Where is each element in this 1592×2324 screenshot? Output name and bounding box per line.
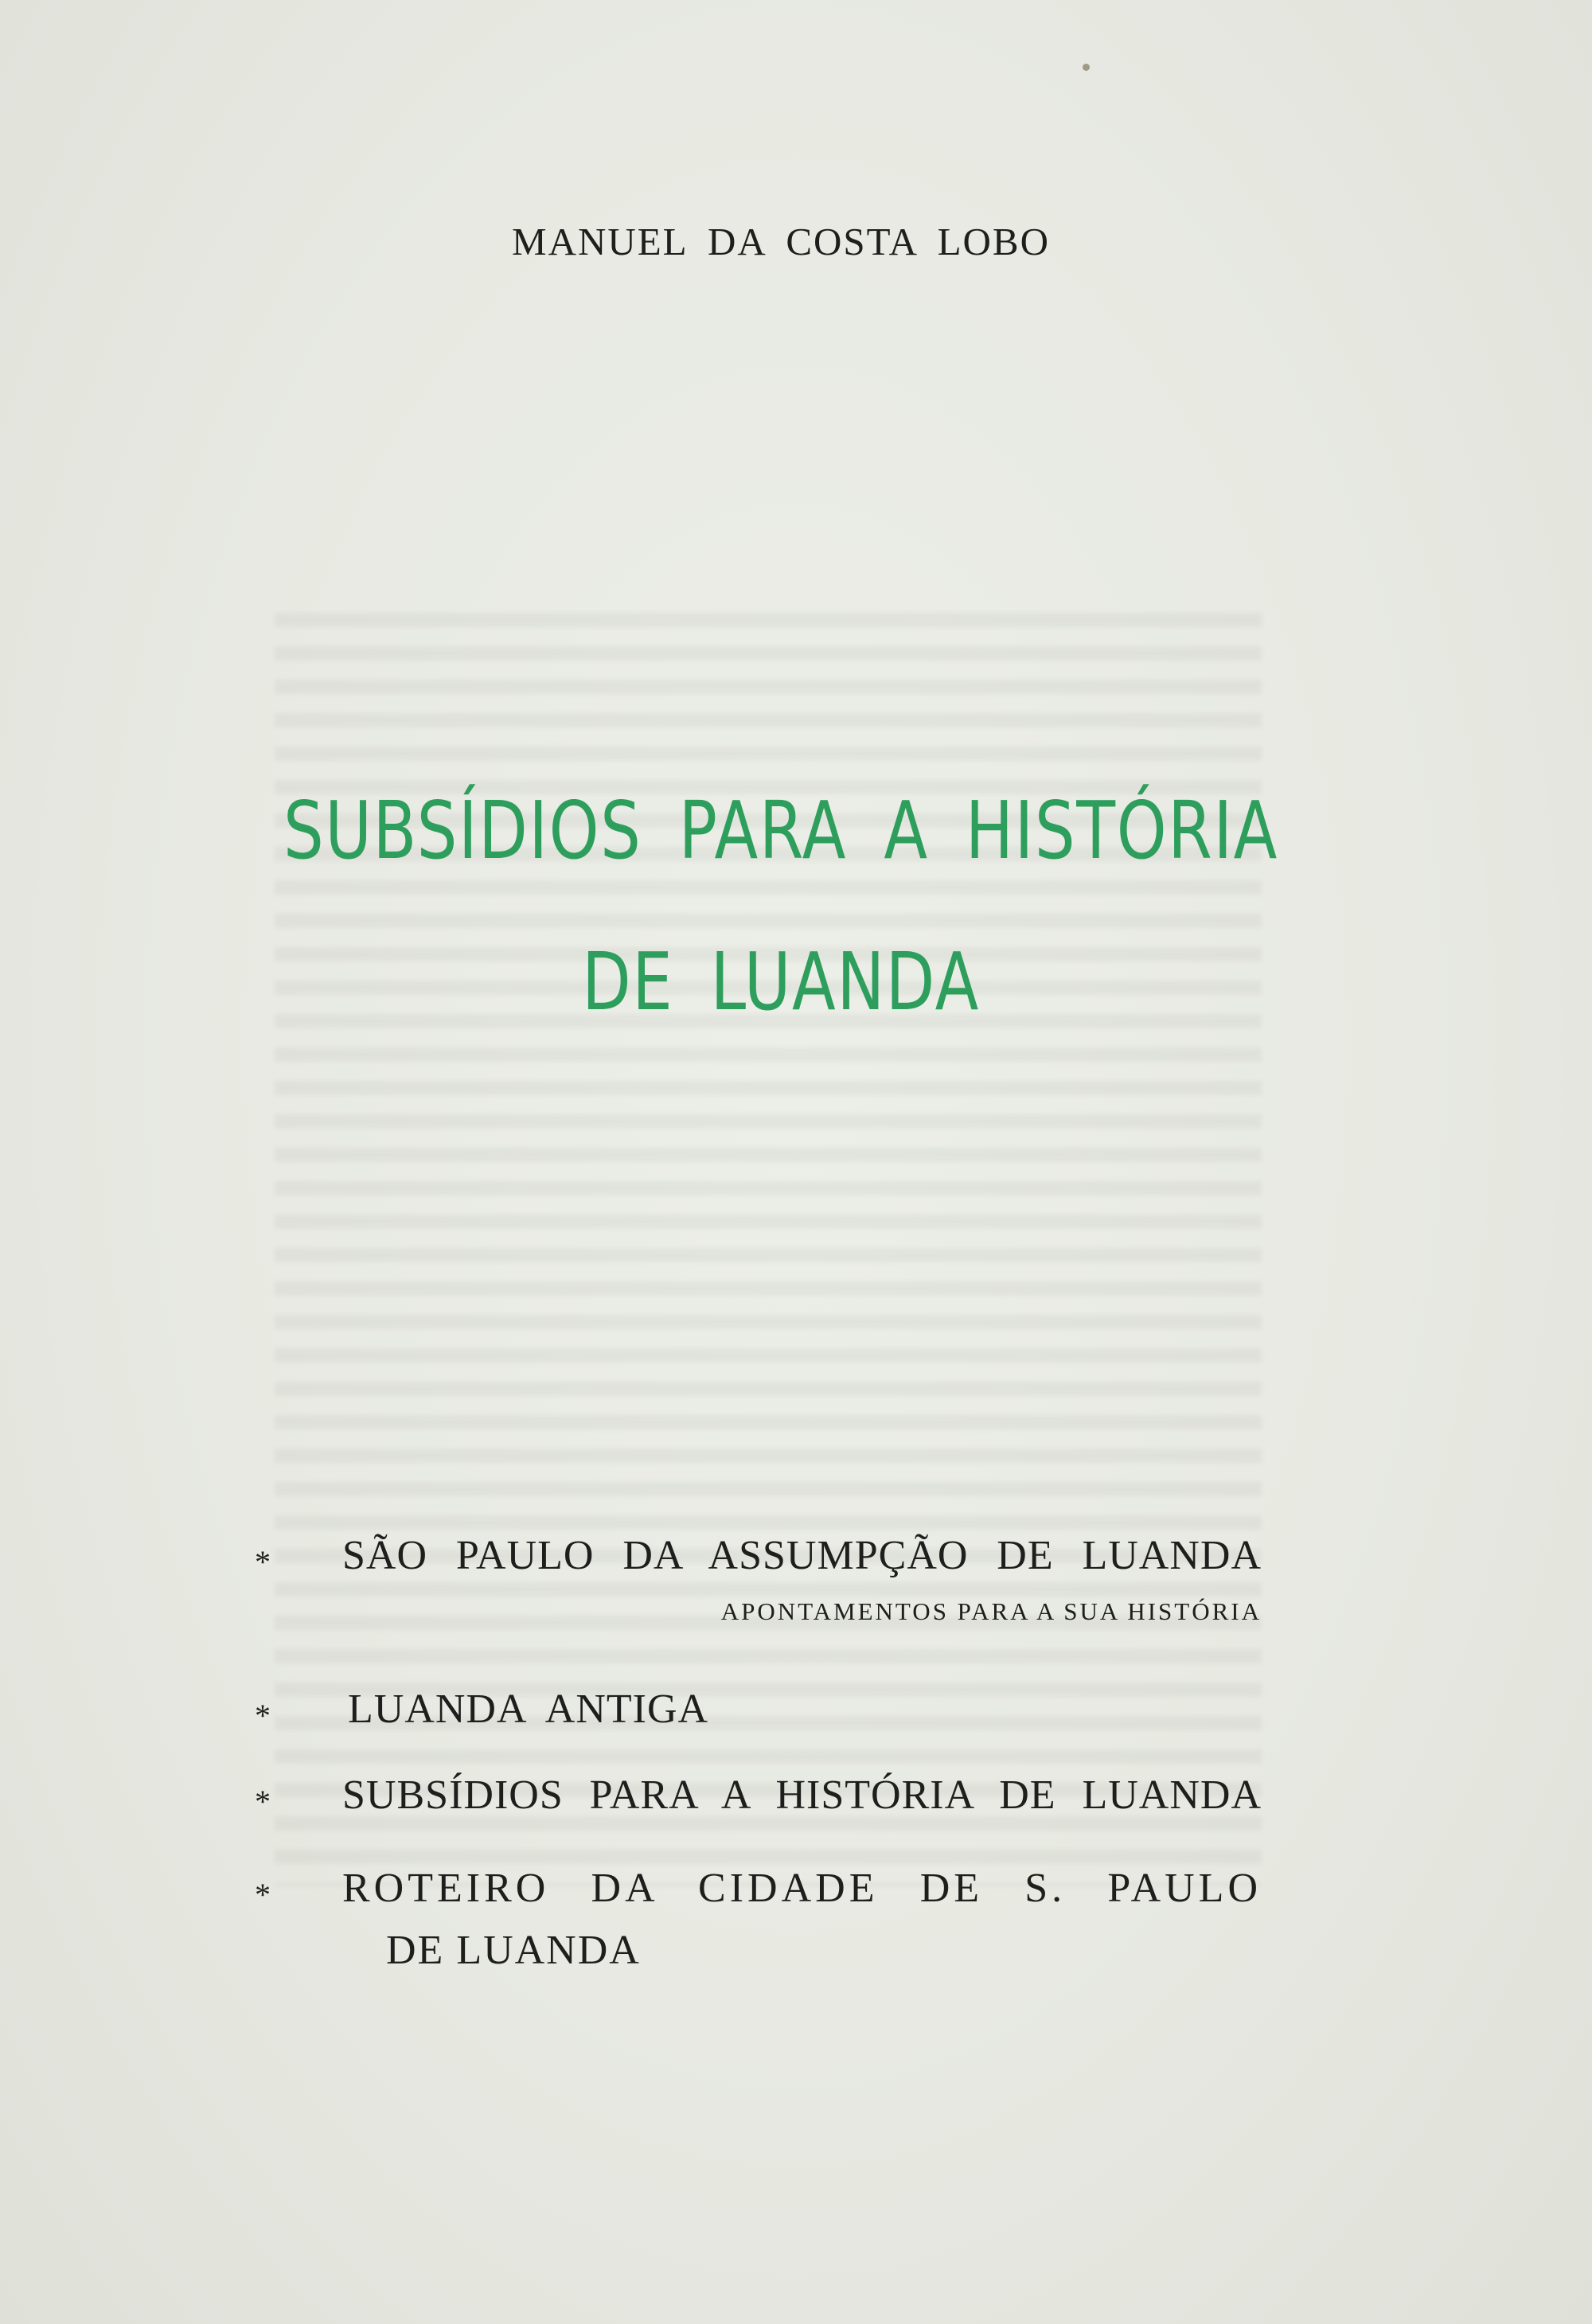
star-bullet-icon: * — [255, 1784, 271, 1819]
star-bullet-icon: * — [255, 1544, 271, 1580]
author-name: MANUEL DA COSTA LOBO — [512, 220, 1050, 263]
work-title: ROTEIRO DA CIDADE DE S. PAULO — [342, 1866, 1262, 1911]
work-subtitle: APONTAMENTOS PARA A SUA HISTÓRIA — [720, 1597, 1262, 1625]
work-title: SUBSÍDIOS PARA A HISTÓRIA DE LUANDA — [342, 1772, 1262, 1818]
work-title: LUANDA ANTIGA — [348, 1686, 709, 1732]
book-title-line-1: SUBSÍDIOS PARA A HISTÓRIA — [283, 784, 1278, 877]
book-title-line-2: DE LUANDA — [582, 935, 980, 1028]
work-title: SÃO PAULO DA ASSUMPÇÃO DE LUANDA — [342, 1533, 1262, 1578]
paper-speck — [1083, 64, 1090, 71]
star-bullet-icon: * — [255, 1877, 271, 1913]
work-title-continuation: DE LUANDA — [386, 1928, 641, 1973]
star-bullet-icon: * — [255, 1698, 271, 1733]
